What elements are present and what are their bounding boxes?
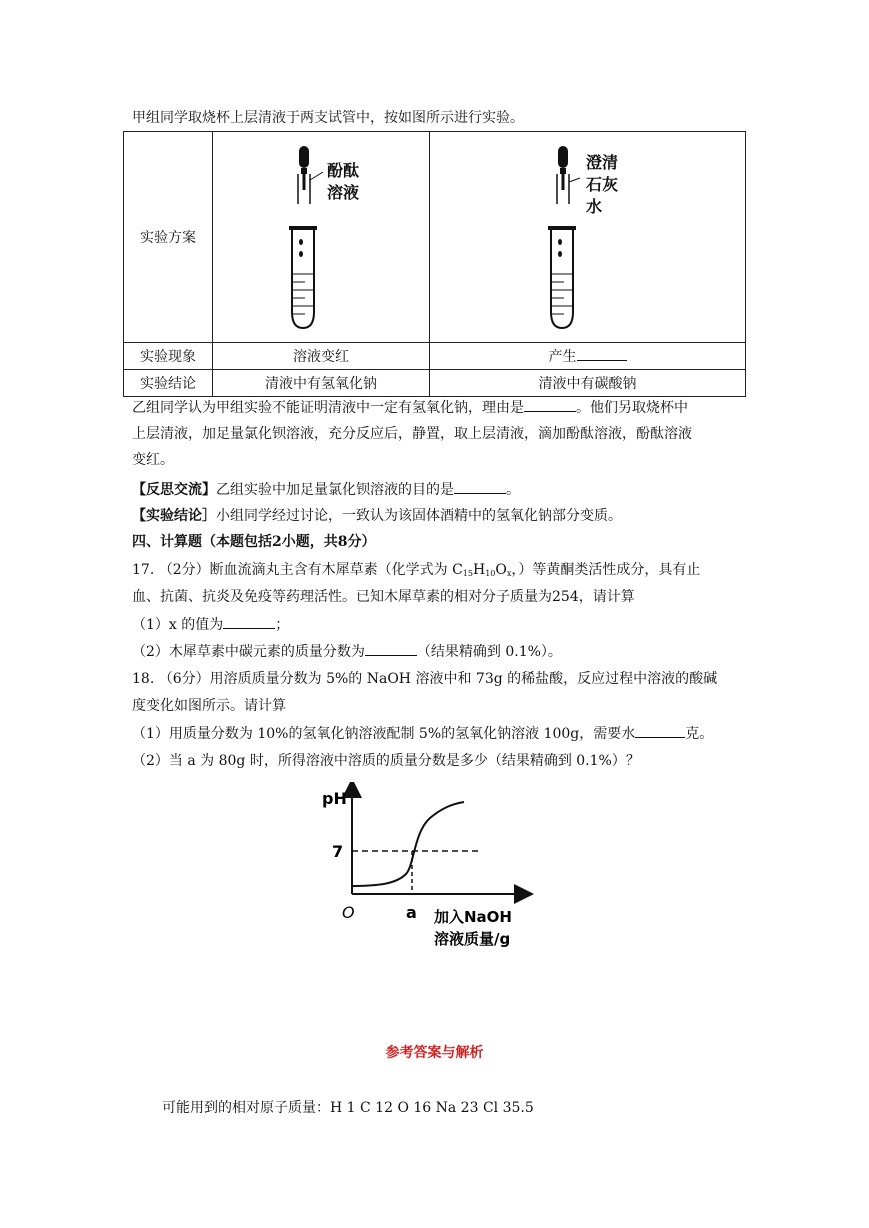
- x-tick-a: a: [406, 903, 417, 922]
- answer-blank[interactable]: [223, 614, 275, 629]
- y-axis-label: pH: [322, 789, 347, 808]
- question-18-part-2: （2）当 a 为 80g 时，所得溶液中溶质的质量分数是多少（结果精确到 0.1%）？: [132, 753, 640, 769]
- question-17-line: 17. （2分）断血流滴丸主含有木犀草素（化学式为 $C_{15}H_{10}O_x$，）等黄酮类活性成分，具有止: [132, 562, 701, 578]
- right-reagent-label-2: 石灰: [586, 175, 619, 194]
- reflection-line: 【反思交流】乙组实验中加足量氯化钡溶液的目的是 。: [132, 479, 520, 500]
- intro-text: 甲组同学取烧杯上层清液于两支试管中，按如图所示进行实验。: [132, 110, 524, 126]
- x-axis-label-2: 溶液质量/g: [434, 930, 511, 948]
- row-label-plan: 实验方案: [124, 132, 213, 343]
- left-reagent-label-1: 酚酞: [327, 161, 360, 180]
- answer-blank[interactable]: [577, 346, 627, 361]
- question-18-part-1: （1）用质量分数为 10%的氢氧化钠溶液配制 5%的氢氧化钠溶液 100g，需要水 克。: [132, 723, 713, 744]
- origin-label: O: [342, 903, 355, 922]
- ph-curve-graph: [318, 782, 558, 952]
- x-axis-label-1: 加入NaOH: [434, 908, 512, 926]
- answer-blank[interactable]: [635, 723, 685, 738]
- y-tick-7: 7: [332, 842, 344, 861]
- conclusion-right: 清液中有碳酸钠: [430, 370, 746, 397]
- ph-curve: [352, 802, 464, 886]
- answer-blank[interactable]: [454, 479, 506, 494]
- phenomenon-right: 产生: [430, 343, 746, 370]
- question-17-part-2: （2）木犀草素中碳元素的质量分数为 （结果精确到 0.1%）。: [132, 641, 562, 662]
- phenomenon-left: 溶液变红: [213, 343, 430, 370]
- paragraph-line: 变红。: [132, 452, 174, 468]
- paragraph-line: 上层清液，加足量氯化钡溶液，充分反应后，静置，取上层清液，滴加酚酞溶液，酚酞溶液: [132, 426, 692, 442]
- answer-section-title: 参考答案与解析: [385, 1045, 484, 1061]
- right-reagent-label-1: 澄清: [586, 153, 619, 172]
- left-test-tube-figure: [213, 132, 430, 343]
- right-test-tube-figure: [430, 132, 746, 343]
- question-17-line: 血、抗菌、抗炎及免疫等药理活性。已知木犀草素的相对分子质量为254，请计算: [132, 589, 635, 605]
- answer-blank[interactable]: [524, 397, 576, 412]
- answer-blank[interactable]: [365, 641, 417, 656]
- conclusion-left: 清液中有氢氧化钠: [213, 370, 430, 397]
- question-17-part-1: （1）x 的值为 ；: [132, 614, 289, 635]
- conclusion-line: 【实验结论］小组同学经过讨论，一致认为该固体酒精中的氢氧化钠部分变质。: [132, 508, 622, 524]
- experiment-table: [123, 131, 746, 397]
- left-reagent-label-2: 溶液: [327, 183, 360, 202]
- question-18-line: 度变化如图所示。请计算: [132, 698, 286, 714]
- row-label-conclusion: 实验结论: [124, 370, 213, 397]
- paragraph-line: 乙组同学认为甲组实验不能证明清液中一定有氢氧化钠，理由是 。他们另取烧杯中: [132, 397, 688, 418]
- atomic-mass-line: 可能用到的相对原子质量：H 1 C 12 O 16 Na 23 Cl 35.5: [162, 1100, 534, 1116]
- row-label-phenomenon: 实验现象: [124, 343, 213, 370]
- section-heading: 四、计算题（本题包括2小题，共8分）: [132, 534, 376, 550]
- right-reagent-label-3: 水: [586, 197, 603, 216]
- dropper-tube-diagram-left: [213, 132, 429, 338]
- question-18-line: 18. （6分）用溶质质量分数为 5%的 NaOH 溶液中和 73g 的稀盐酸，反应过程中溶液的酸碱: [132, 671, 718, 687]
